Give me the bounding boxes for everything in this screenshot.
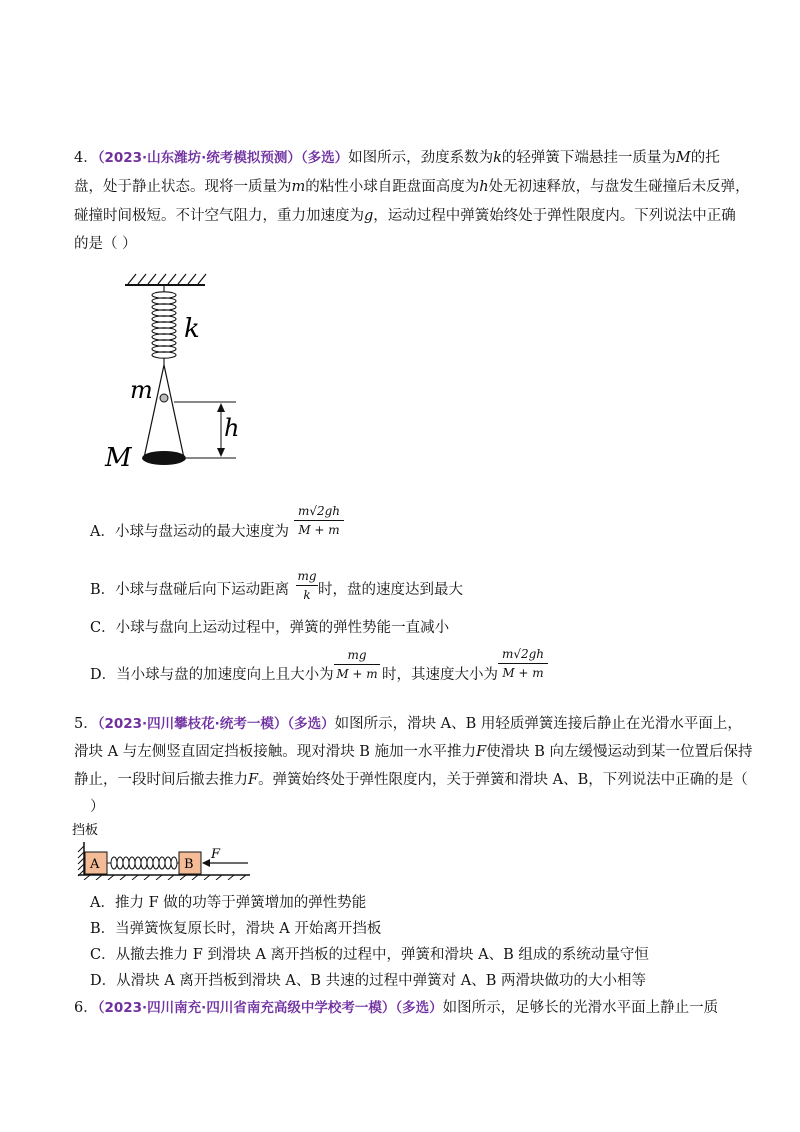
fraction-bar <box>294 520 344 521</box>
numerator: m√2gh <box>501 647 545 661</box>
wall-hatch <box>78 846 84 876</box>
option-text: C．从撤去推力 F 到滑块 A 离开挡板的过程中，弹簧和滑块 A、B 组成的系统动量守恒 <box>90 947 649 963</box>
option-a <box>90 522 289 542</box>
fraction-d2 <box>498 647 548 680</box>
question-source: （2023·四川南充·四川省南充高级中学校考一模）（多选） <box>97 1000 443 1016</box>
var-F: F <box>476 744 487 760</box>
var-F: F <box>248 772 259 788</box>
spring-horizontal <box>107 857 179 869</box>
var-k: k <box>493 150 502 166</box>
q5-line-1 <box>74 714 742 734</box>
var-m: m <box>291 179 306 195</box>
text: ） <box>90 799 105 815</box>
pan <box>142 451 186 465</box>
q4-line-2 <box>74 177 750 197</box>
text: 如图所示，足够长的光滑水平面上静止一质 <box>442 1000 719 1016</box>
block-a-label: A <box>90 857 100 872</box>
pan-string-right <box>164 365 184 458</box>
text: 使滑块 B 向左缓慢运动到某一位置后保持 <box>486 744 753 760</box>
spring-pan-figure <box>100 270 260 470</box>
text: 的托 <box>690 150 720 166</box>
option-b <box>90 580 289 600</box>
option-text: A．推力 F 做的功等于弹簧增加的弹性势能 <box>90 895 367 911</box>
option-c <box>90 618 449 638</box>
force-arrowhead <box>202 859 210 867</box>
block-b-label: B <box>184 857 194 872</box>
fraction-a <box>294 504 344 537</box>
ball <box>160 394 168 402</box>
question-source: （2023·山东潍坊·统考模拟预测）（多选） <box>97 150 349 166</box>
label-k: k <box>184 314 200 344</box>
q5-option-b <box>90 919 381 939</box>
option-text: 时，其速度大小为 <box>382 667 498 683</box>
denominator: M + m <box>336 667 378 681</box>
q6-line-1 <box>74 998 718 1018</box>
text: 盘，处于静止状态。现将一质量为 <box>74 179 292 195</box>
q5-line-4 <box>90 797 105 817</box>
ceiling-hatch <box>128 274 206 284</box>
h-arrow-down <box>217 448 225 457</box>
label-m: m <box>130 376 153 404</box>
blocks-spring-figure <box>70 818 270 880</box>
text: 碰撞时间极短。不计空气阻力，重力加速度为 <box>74 208 364 224</box>
board-label: 挡板 <box>72 823 99 838</box>
text: 。弹簧始终处于弹性限度内，关于弹簧和滑块 A、B，下列说法中正确的是（ <box>258 772 748 788</box>
question-number: 4． <box>74 150 98 166</box>
question-number: 6． <box>74 1000 98 1016</box>
text: 如图所示，滑块 A、B 用轻质弹簧连接后静止在光滑水平面上， <box>334 716 742 732</box>
option-d-mid <box>382 665 498 685</box>
option-text: B．小球与盘碰后向下运动距离 <box>90 582 290 598</box>
spring-coil <box>152 285 176 365</box>
q5-line-2 <box>74 742 753 762</box>
label-h: h <box>224 414 240 442</box>
text: 静止，一段时间后撤去推力 <box>74 772 248 788</box>
q5-option-c <box>90 945 649 965</box>
fraction-bar <box>498 663 548 664</box>
fraction-b <box>296 569 318 602</box>
option-text: D．从滑块 A 离开挡板到滑块 A、B 共速的过程中弹簧对 A、B 两滑块做功的大小相等 <box>90 973 647 989</box>
numerator: mg <box>347 648 367 662</box>
q5-line-3 <box>74 770 748 790</box>
force-label: F <box>211 847 221 862</box>
option-text: A．小球与盘运动的最大速度为 <box>90 524 289 540</box>
q4-line-3 <box>74 206 736 226</box>
var-g: g <box>364 208 374 224</box>
option-text: 时，盘的速度达到最大 <box>318 582 463 598</box>
fraction-bar <box>334 664 380 665</box>
q5-option-a <box>90 893 366 913</box>
denominator: k <box>303 588 311 602</box>
q4-line-4 <box>74 234 137 254</box>
denominator: M + m <box>298 523 340 537</box>
text: 如图所示，劲度系数为 <box>348 150 494 166</box>
text: 滑块 A 与左侧竖直固定挡板接触。现对滑块 B 施加一水平推力 <box>74 744 477 760</box>
q5-option-d <box>90 971 646 991</box>
label-M: M <box>105 443 132 470</box>
question-source: （2023·四川攀枝花·统考一模）（多选） <box>97 716 335 732</box>
fraction-bar <box>296 585 318 586</box>
numerator: mg <box>297 569 317 583</box>
text: 的粘性小球自距盘面高度为 <box>305 179 480 195</box>
denominator: M + m <box>502 666 544 680</box>
text: ，运动过程中弹簧始终处于弹性限度内。下列说法中正确 <box>373 208 736 224</box>
h-arrow-up <box>217 403 225 412</box>
option-text: D．当小球与盘的加速度向上且大小为 <box>90 667 334 683</box>
option-text: B．当弹簧恢复原长时，滑块 A 开始离开挡板 <box>90 921 382 937</box>
text: 处无初速释放，与盘发生碰撞后未反弹， <box>488 179 750 195</box>
question-number: 5． <box>74 716 98 732</box>
text: 的是（ ） <box>74 236 137 252</box>
q4-line-1 <box>74 148 720 168</box>
var-h: h <box>479 179 489 195</box>
option-text: C．小球与盘向上运动过程中，弹簧的弹性势能一直减小 <box>90 620 450 636</box>
fraction-d1 <box>334 648 380 681</box>
option-b-tail <box>318 580 463 600</box>
numerator: m√2gh <box>297 504 341 518</box>
var-M: M <box>675 150 691 166</box>
option-d <box>90 665 334 685</box>
text: 的轻弹簧下端悬挂一质量为 <box>501 150 676 166</box>
